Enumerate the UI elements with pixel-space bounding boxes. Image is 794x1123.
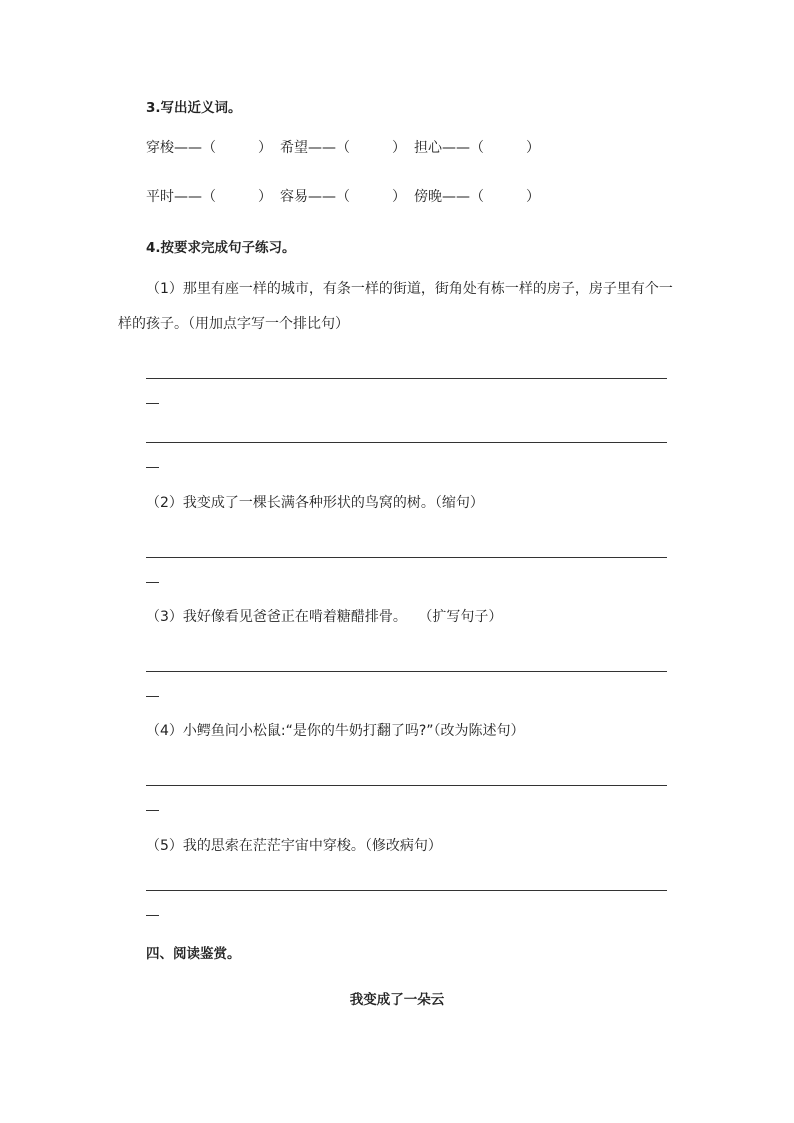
answer-line[interactable] <box>146 378 667 379</box>
reading-section-title: 四、阅读鉴赏。 <box>146 946 241 962</box>
answer-line-continuation <box>146 696 159 697</box>
section-4-title: 4.按要求完成句子练习。 <box>146 240 296 256</box>
answer-line[interactable] <box>146 785 667 786</box>
answer-line[interactable] <box>146 890 667 891</box>
synonym-item-xiwang: 希望——（ ） <box>280 140 406 156</box>
answer-line-continuation <box>146 582 159 583</box>
passage-title: 我变成了一朵云 <box>349 992 445 1008</box>
answer-line[interactable] <box>146 671 667 672</box>
synonym-item-rongyi: 容易——（ ） <box>280 189 406 205</box>
question-1-line-1: （1）那里有座一样的城市，有条一样的街道，街角处有栋一样的房子，房子里有个一 <box>146 281 673 297</box>
synonym-item-chuansuo: 穿梭——（ ） <box>146 140 272 156</box>
synonym-item-pingshi: 平时——（ ） <box>146 189 272 205</box>
synonym-item-danxin: 担心——（ ） <box>414 140 540 156</box>
answer-line-continuation <box>146 810 159 811</box>
answer-line[interactable] <box>146 557 667 558</box>
question-3: （3）我好像看见爸爸正在啃着糖醋排骨。 （扩写句子） <box>146 609 503 625</box>
question-4: （4）小鳄鱼问小松鼠:“是你的牛奶打翻了吗?”（改为陈述句） <box>146 723 525 739</box>
question-2: （2）我变成了一棵长满各种形状的鸟窝的树。（缩句） <box>146 495 484 511</box>
question-5: （5）我的思索在茫茫宇宙中穿梭。（修改病句） <box>146 838 442 854</box>
answer-line-continuation <box>146 403 159 404</box>
answer-line[interactable] <box>146 442 667 443</box>
section-3-title: 3.写出近义词。 <box>146 100 242 116</box>
synonym-item-bangwan: 傍晚——（ ） <box>414 189 540 205</box>
question-1-line-2: 样的孩子。（用加点字写一个排比句） <box>118 316 349 332</box>
answer-line-continuation <box>146 915 159 916</box>
answer-line-continuation <box>146 467 159 468</box>
